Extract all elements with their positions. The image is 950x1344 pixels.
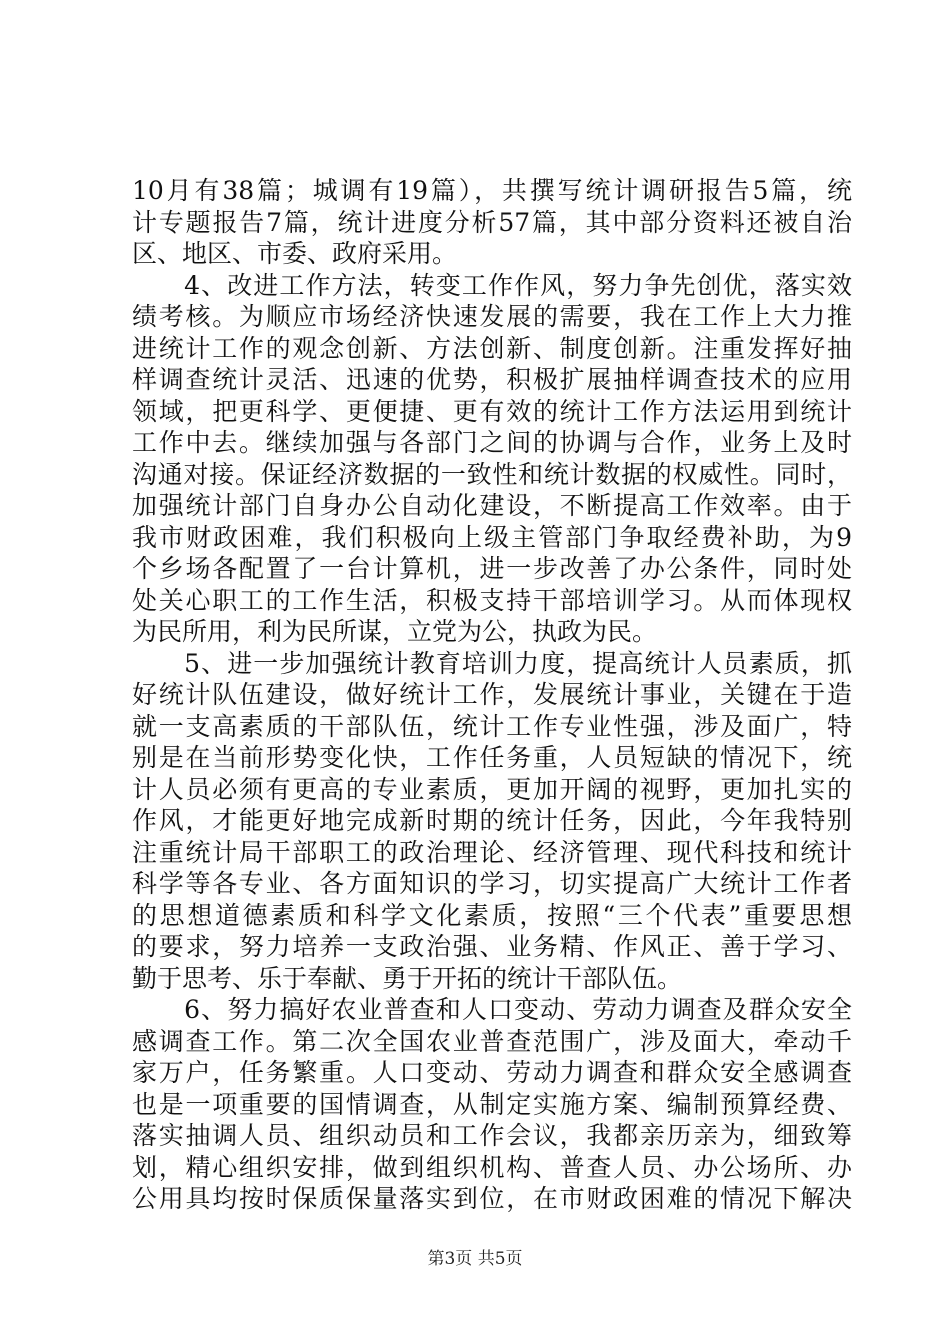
- text-line: 别是在当前形势变化快，工作任务重，人员短缺的情况下，统: [132, 743, 852, 772]
- text-line: 落实抽调人员、组织动员和工作会议，我都亲历亲为，细致筹: [132, 1121, 852, 1150]
- text-line: 绩考核。为顺应市场经济快速发展的需要，我在工作上大力推: [132, 302, 852, 331]
- document-body: [132, 175, 852, 1215]
- text-line: 个乡场各配置了一台计算机，进一步改善了办公条件，同时处: [132, 554, 852, 583]
- text-line: 5、进一步加强统计教育培训力度，提高统计人员素质，抓: [132, 648, 852, 678]
- text-line: 感调查工作。第二次全国农业普查范围广，涉及面大，牵动千: [132, 1026, 852, 1056]
- text-line: 勤于思考、乐于奉献、勇于开拓的统计干部队伍。: [132, 963, 683, 993]
- text-line: 沟通对接。保证经济数据的一致性和统计数据的权威性。同时，: [132, 459, 852, 489]
- text-line: 计专题报告7篇，统计进度分析57篇，其中部分资料还被自治: [132, 207, 852, 237]
- text-line: 领域，把更科学、更便捷、更有效的统计工作方法运用到统计: [132, 396, 852, 426]
- text-line: 的要求，努力培养一支政治强、业务精、作风正、善于学习、: [132, 932, 852, 961]
- text-line: 的思想道德素质和科学文化素质，按照“三个代表”重要思想: [132, 900, 852, 930]
- text-line: 我市财政困难，我们积极向上级主管部门争取经费补助，为9: [132, 522, 852, 552]
- text-line: 进统计工作的观念创新、方法创新、制度创新。注重发挥好抽: [132, 333, 852, 363]
- text-line: 区、地区、市委、政府采用。: [132, 239, 458, 268]
- text-line: 计人员必须有更高的专业素质，更加开阔的视野，更加扎实的: [132, 774, 852, 804]
- text-line: 注重统计局干部职工的政治理论、经济管理、现代科技和统计: [132, 837, 852, 867]
- text-line: 4、改进工作方法，转变工作作风，努力争先创优，落实效: [132, 270, 852, 300]
- text-line: 加强统计部门自身办公自动化建设，不断提高工作效率。由于: [132, 491, 852, 520]
- text-line: 家万户，任务繁重。人口变动、劳动力调查和群众安全感调查: [132, 1058, 852, 1087]
- text-line: 10月有38篇；城调有19篇），共撰写统计调研报告5篇，统: [132, 176, 852, 205]
- text-line: 就一支高素质的干部队伍，统计工作专业性强，涉及面广，特: [132, 711, 852, 741]
- text-line: 公用具均按时保质保量落实到位，在市财政困难的情况下解决: [132, 1184, 852, 1213]
- page-footer: 第3页 共5页: [427, 1249, 523, 1269]
- text-line: 处关心职工的工作生活，积极支持干部培训学习。从而体现权: [132, 585, 852, 615]
- text-line: 工作中去。继续加强与各部门之间的协调与合作，业务上及时: [132, 428, 852, 457]
- text-line: 划，精心组织安排，做到组织机构、普查人员、办公场所、办: [132, 1152, 852, 1182]
- text-line: 6、努力搞好农业普查和人口变动、劳动力调查及群众安全: [132, 995, 852, 1024]
- text-line: 好统计队伍建设，做好统计工作，发展统计事业，关键在于造: [132, 680, 852, 709]
- text-line: 作风，才能更好地完成新时期的统计任务，因此，今年我特别: [132, 806, 852, 835]
- text-line: 也是一项重要的国情调查，从制定实施方案、编制预算经费、: [132, 1089, 852, 1119]
- text-line: 为民所用，利为民所谋，立党为公，执政为民。: [132, 617, 658, 646]
- text-line: 样调查统计灵活、迅速的优势，积极扩展抽样调查技术的应用: [132, 365, 852, 394]
- text-line: 科学等各专业、各方面知识的学习，切实提高广大统计工作者: [132, 869, 852, 898]
